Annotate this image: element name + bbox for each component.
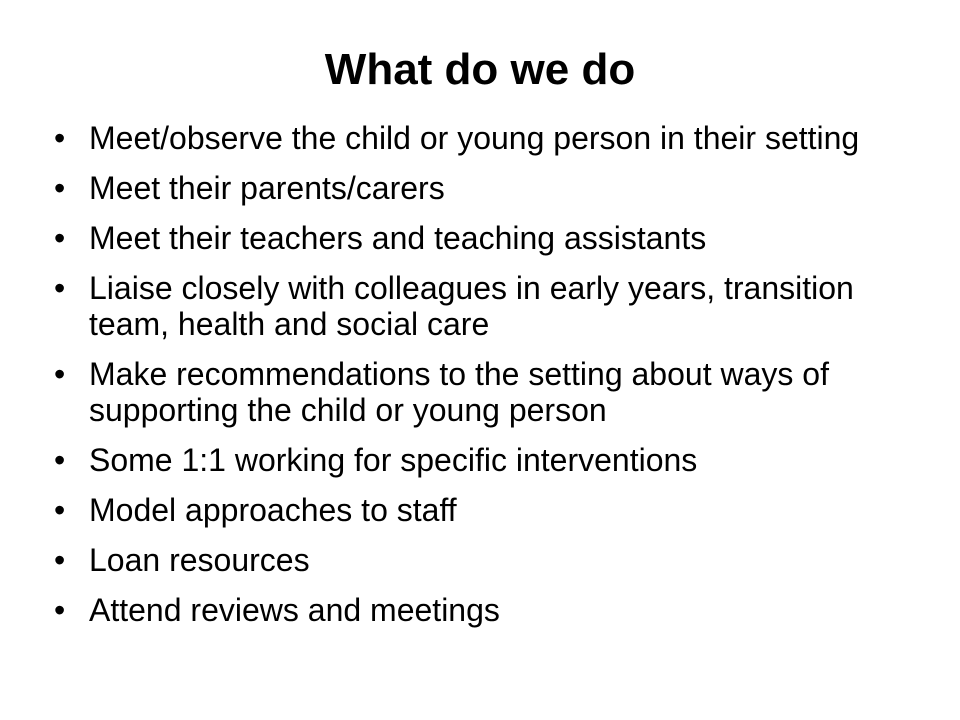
bullet-dot: • (54, 220, 66, 256)
bullet-item (54, 170, 914, 206)
bullet-item (54, 270, 914, 342)
bullet-text: Attend reviews and meetings (89, 592, 500, 628)
bullet-text: Liaise closely with colleagues in early years, transition team, health and social care (89, 270, 854, 342)
bullet-item (54, 356, 914, 428)
bullet-item (54, 220, 914, 256)
bullet-dot: • (54, 356, 66, 392)
bullet-dot: • (54, 170, 66, 206)
bullet-dot: • (54, 270, 66, 306)
bullet-dot: • (54, 492, 66, 528)
bullet-list (54, 120, 914, 642)
bullet-text: Model approaches to staff (89, 492, 457, 528)
bullet-text: Loan resources (89, 542, 310, 578)
bullet-text: Meet their parents/carers (89, 170, 445, 206)
bullet-item (54, 492, 914, 528)
bullet-text: Some 1:1 working for specific interventions (89, 442, 698, 478)
slide-title: What do we do (324, 45, 636, 94)
bullet-item (54, 592, 914, 628)
bullet-dot: • (54, 592, 66, 628)
bullet-item (54, 120, 914, 156)
bullet-dot: • (54, 442, 66, 478)
bullet-text: Meet/observe the child or young person in their setting (89, 120, 860, 156)
bullet-dot: • (54, 542, 66, 578)
bullet-text: Make recommendations to the setting about ways of supporting the child or young person (89, 356, 829, 428)
bullet-item (54, 442, 914, 478)
bullet-text: Meet their teachers and teaching assistants (89, 220, 707, 256)
bullet-item (54, 542, 914, 578)
bullet-dot: • (54, 120, 66, 156)
